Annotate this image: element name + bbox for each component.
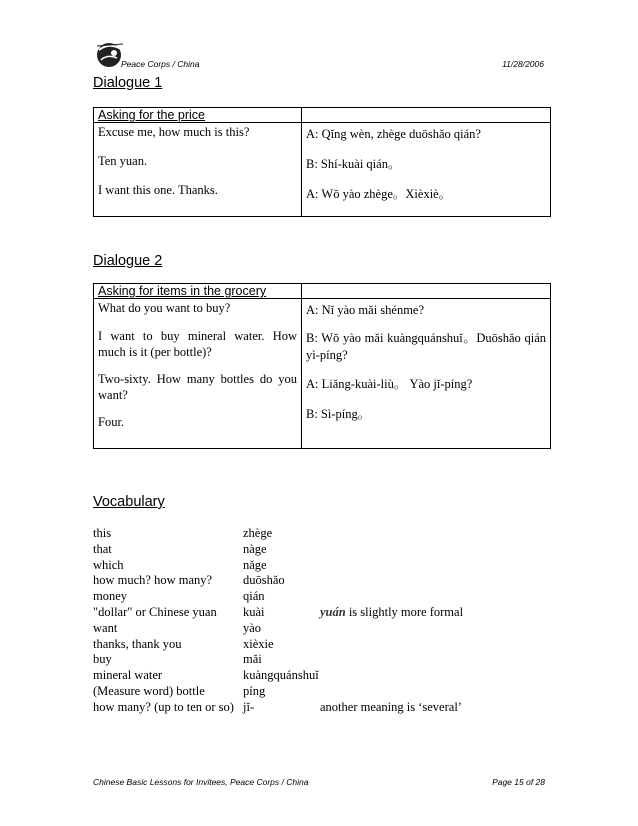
vocab-english: buy: [93, 652, 112, 667]
vocab-english: which: [93, 557, 124, 572]
vocabulary-title: Vocabulary: [93, 494, 165, 510]
vocab-note: another meaning is ‘several’: [320, 699, 462, 714]
dialogue2-table: [93, 283, 551, 449]
vocab-pinyin: zhège: [243, 526, 273, 540]
dialogue2-py-line: B: Wǒ yào mǎi kuàngquánshuǐ。Duōshǎo qián yì-píng?: [306, 331, 546, 362]
dialogue2-pinyin-cell: [302, 299, 551, 449]
vocab-english: that: [93, 541, 112, 556]
dialogue1-en-line: Excuse me, how much is this?: [98, 125, 250, 139]
dialogue1-table: [93, 107, 551, 217]
vocab-note-text: is slightly more formal: [345, 604, 464, 619]
vocab-english: money: [93, 589, 128, 604]
vocab-pinyin: duōshǎo: [243, 573, 285, 588]
vocab-pinyin: kuài: [243, 604, 265, 619]
vocab-note-emphasis: yuán: [320, 604, 346, 619]
vocab-note: [320, 605, 463, 621]
dialogue1-py-line: A: Qǐng wèn, zhège duōshǎo qián?: [306, 127, 481, 141]
dialogue2-en-line: What do you want to buy?: [98, 301, 231, 315]
vocab-pinyin: píng: [243, 683, 266, 698]
vocab-english: want: [93, 620, 118, 635]
vocab-pinyin: jǐ-: [243, 699, 255, 714]
header-org: Peace Corps / China: [121, 59, 200, 69]
dialogue1-py-line: B: Shí-kuài qián。: [306, 157, 401, 171]
vocab-english: "dollar" or Chinese yuan: [93, 604, 217, 619]
dialogue1-header-label: Asking for the price: [98, 108, 205, 122]
dialogue2-header-label: Asking for items in the grocery: [98, 284, 267, 298]
dialogue1-py-line: A: Wǒ yào zhège。Xièxiè。: [306, 187, 452, 201]
dialogue2-english-cell: [94, 299, 302, 449]
dialogue1-english-cell: [94, 123, 302, 217]
vocab-pinyin: nǎge: [243, 557, 267, 572]
dialogue1-en-line: Ten yuan.: [98, 154, 148, 168]
dialogue2-en-line: Four.: [98, 415, 125, 429]
vocab-english: how much? how many?: [93, 573, 213, 588]
vocab-english: mineral water: [93, 668, 163, 683]
vocab-pinyin: yào: [243, 620, 262, 635]
dialogue2-title: Dialogue 2: [93, 253, 163, 269]
vocab-pinyin: kuàngquánshuǐ: [243, 668, 319, 683]
dialogue1-title: Dialogue 1: [93, 75, 163, 91]
vocab-english: (Measure word) bottle: [93, 683, 205, 698]
dialogue2-py-line: B: Sì-píng。: [306, 407, 371, 421]
vocab-english: thanks, thank you: [93, 636, 182, 651]
vocab-pinyin: mǎi: [243, 652, 262, 667]
footer-page-number: Page 15 of 28: [492, 777, 545, 787]
vocab-pinyin: qián: [243, 589, 265, 604]
dialogue2-py-line: A: Nǐ yào mǎi shénme?: [306, 303, 425, 317]
vocab-english: this: [93, 526, 112, 540]
vocab-english: how many? (up to ten or so): [93, 699, 234, 714]
dialogue2-py-line: A: Liǎng-kuài-liù。 Yào jǐ-píng?: [306, 377, 473, 391]
dialogue1-en-line: I want this one. Thanks.: [98, 183, 218, 197]
vocab-pinyin: nàge: [243, 541, 267, 556]
dialogue2-en-line: I want to buy mineral water. How much is it (per bottle)?: [98, 329, 297, 359]
dialogue1-pinyin-cell: [302, 123, 551, 217]
dialogue2-en-line: Two-sixty. How many bottles do you want?: [98, 372, 297, 402]
header-date: 11/28/2006: [502, 59, 544, 69]
vocab-pinyin: xièxie: [243, 636, 274, 651]
footer-title: Chinese Basic Lessons for Invitees, Peace Corps / China: [93, 777, 309, 787]
